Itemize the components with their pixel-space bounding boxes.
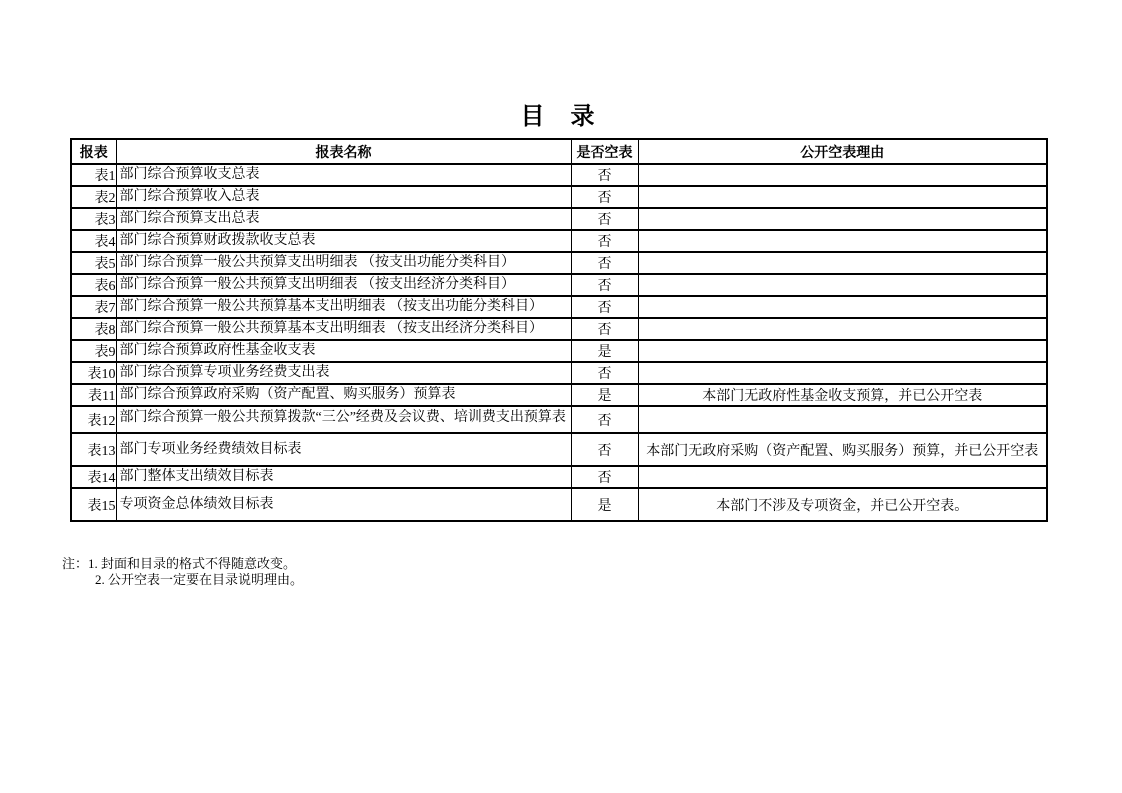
table-row: [71, 208, 1047, 230]
table-row: [71, 164, 1047, 186]
report-id-cell: 表14: [71, 466, 116, 488]
table-row: [71, 186, 1047, 208]
table-row: [71, 488, 1047, 521]
reason-cell: [638, 340, 1047, 362]
header-report-name: 报表名称: [116, 139, 571, 164]
table-row: [71, 362, 1047, 384]
empty-flag-cell: 否: [571, 406, 638, 433]
reason-cell: [638, 274, 1047, 296]
reason-cell: 本部门无政府采购（资产配置、购买服务）预算，并已公开空表: [638, 433, 1047, 466]
report-name-text: 部门综合预算一般公共预算拨款“三公”经费及会议费、培训费支出预算表: [119, 410, 566, 425]
reason-cell: [638, 208, 1047, 230]
empty-flag-cell: 否: [571, 466, 638, 488]
report-name-text: 部门综合预算一般公共预算基本支出明细表 （按支出功能分类科目）: [119, 299, 543, 314]
empty-flag-cell: 否: [571, 252, 638, 274]
report-id-cell: 表11: [71, 384, 116, 406]
report-name-cell: [116, 340, 571, 362]
empty-flag-cell: 否: [571, 230, 638, 252]
report-name-text: 部门综合预算政府性基金收支表: [119, 343, 316, 358]
reason-cell: [638, 318, 1047, 340]
reason-cell: [638, 164, 1047, 186]
report-name-text: 部门综合预算支出总表: [119, 211, 260, 226]
footnotes: [62, 556, 303, 588]
report-name-text: 部门综合预算收入总表: [119, 189, 260, 204]
report-name-text: 部门整体支出绩效目标表: [119, 469, 274, 484]
reason-cell: [638, 362, 1047, 384]
report-name-cell: [116, 318, 571, 340]
table-row: [71, 433, 1047, 466]
empty-flag-cell: 是: [571, 488, 638, 521]
table-row: [71, 230, 1047, 252]
report-name-text: 部门专项业务经费绩效目标表: [119, 441, 302, 457]
toc-table-header: [71, 139, 1047, 164]
report-id-cell: 表6: [71, 274, 116, 296]
toc-table: [70, 138, 1048, 522]
report-id-cell: 表7: [71, 296, 116, 318]
reason-cell: [638, 466, 1047, 488]
reason-cell: 本部门不涉及专项资金，并已公开空表。: [638, 488, 1047, 521]
footnote-1: 注：1. 封面和目录的格式不得随意改变。: [62, 556, 297, 571]
empty-flag-cell: 否: [571, 274, 638, 296]
report-name-text: 部门综合预算专项业务经费支出表: [119, 365, 330, 380]
report-id-cell: 表1: [71, 164, 116, 186]
report-name-cell: [116, 384, 571, 406]
report-id-cell: 表15: [71, 488, 116, 521]
report-id-cell: 表13: [71, 433, 116, 466]
report-name-cell: [116, 208, 571, 230]
empty-flag-cell: 是: [571, 384, 638, 406]
report-name-cell: [116, 466, 571, 488]
table-row: [71, 384, 1047, 406]
footnote-2: 2. 公开空表一定要在目录说明理由。: [95, 572, 304, 587]
report-name-cell: [116, 433, 571, 466]
table-row: [71, 318, 1047, 340]
empty-flag-cell: 否: [571, 318, 638, 340]
reason-cell: [638, 186, 1047, 208]
report-id-cell: 表5: [71, 252, 116, 274]
report-name-cell: [116, 230, 571, 252]
report-id-cell: 表9: [71, 340, 116, 362]
empty-flag-cell: 否: [571, 208, 638, 230]
toc-table-body: [71, 164, 1047, 521]
report-id-cell: 表3: [71, 208, 116, 230]
header-reason: 公开空表理由: [638, 139, 1047, 164]
empty-flag-cell: 否: [571, 433, 638, 466]
report-name-cell: [116, 406, 571, 433]
report-name-cell: [116, 362, 571, 384]
empty-flag-cell: 否: [571, 164, 638, 186]
reason-cell: [638, 406, 1047, 433]
report-name-text: 部门综合预算政府采购（资产配置、购买服务）预算表: [119, 387, 456, 402]
table-row: [71, 340, 1047, 362]
report-id-cell: 表10: [71, 362, 116, 384]
report-name-cell: [116, 164, 571, 186]
report-name-text: 部门综合预算一般公共预算基本支出明细表 （按支出经济分类科目）: [119, 321, 543, 336]
reason-cell: [638, 296, 1047, 318]
report-id-cell: 表8: [71, 318, 116, 340]
report-name-cell: [116, 274, 571, 296]
page-title: 目 录: [520, 104, 596, 130]
report-id-cell: 表12: [71, 406, 116, 433]
report-name-text: 部门综合预算一般公共预算支出明细表 （按支出经济分类科目）: [119, 277, 515, 292]
table-row: [71, 406, 1047, 433]
empty-flag-cell: 否: [571, 186, 638, 208]
reason-cell: [638, 252, 1047, 274]
table-row: [71, 252, 1047, 274]
report-id-cell: 表2: [71, 186, 116, 208]
report-name-text: 部门综合预算财政拨款收支总表: [119, 233, 316, 248]
header-report-id: 报表: [71, 139, 116, 164]
empty-flag-cell: 是: [571, 340, 638, 362]
reason-cell: 本部门无政府性基金收支预算，并已公开空表: [638, 384, 1047, 406]
report-name-text: 部门综合预算一般公共预算支出明细表 （按支出功能分类科目）: [119, 255, 515, 270]
empty-flag-cell: 否: [571, 296, 638, 318]
report-name-cell: [116, 186, 571, 208]
table-row: [71, 296, 1047, 318]
reason-cell: [638, 230, 1047, 252]
table-row: [71, 466, 1047, 488]
report-name-cell: [116, 296, 571, 318]
report-id-cell: 表4: [71, 230, 116, 252]
report-name-cell: [116, 252, 571, 274]
report-name-text: 专项资金总体绩效目标表: [119, 496, 274, 512]
header-empty-flag: 是否空表: [571, 139, 638, 164]
report-name-cell: [116, 488, 571, 521]
report-name-text: 部门综合预算收支总表: [119, 167, 260, 182]
table-row: [71, 274, 1047, 296]
header-row: [71, 139, 1047, 164]
empty-flag-cell: 否: [571, 362, 638, 384]
